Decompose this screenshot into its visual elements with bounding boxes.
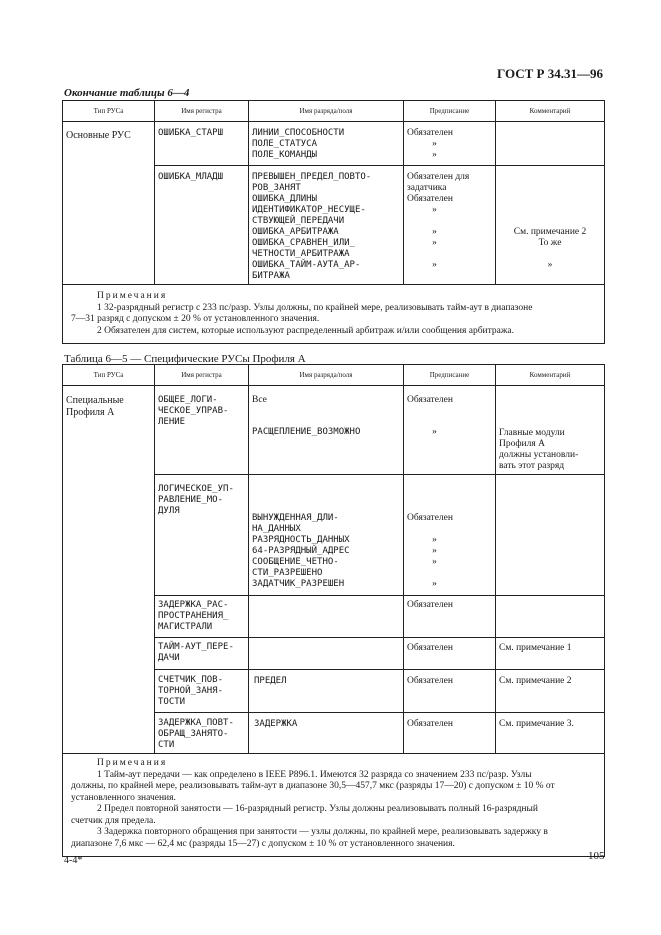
register-line: ОБРАЩ_ЗАНЯТО- — [158, 729, 229, 739]
table5-caption: Таблица 6—5 — Специфические РУСы Профиля А — [64, 353, 306, 365]
field-line: Все — [252, 395, 267, 405]
prescription-cell: Обязателен — [404, 596, 496, 638]
comment-line: вать этот разряд — [499, 461, 565, 471]
field-line: РАЗРЯДНОСТЬ_ДАННЫХ — [252, 535, 350, 545]
register-line: ДУЛЯ — [158, 506, 180, 516]
presc-line: » — [432, 260, 437, 270]
prescription-cell — [404, 122, 496, 166]
presc-line: Обязателен — [407, 395, 453, 405]
field-line: СТВУЮЩЕЙ_ПЕРЕДАЧИ — [252, 216, 345, 226]
presc-line — [407, 524, 462, 535]
notes-title: Примечания — [97, 758, 168, 768]
presc-line: » — [432, 427, 437, 437]
register-cell — [155, 638, 249, 670]
register-line: ТОСТИ — [158, 697, 186, 707]
presc-line: » — [432, 205, 437, 215]
presc-line — [407, 249, 462, 260]
fields-cell — [249, 122, 404, 166]
field-line: ВЫНУЖДЕННАЯ_ДЛИ- — [252, 513, 339, 523]
field-line: РОВ_ЗАНЯТ — [252, 183, 301, 193]
presc-line: задатчика — [407, 183, 447, 193]
fields-cell: ЗАДЕРЖКА — [249, 713, 404, 754]
prescription-cell — [404, 386, 496, 475]
register-line: ТАЙМ-АУТ_ПЕРЕ- — [158, 642, 234, 652]
presc-line — [407, 568, 462, 579]
presc-line: Обязателен — [407, 128, 453, 138]
table-6-5 — [62, 364, 605, 857]
comment-cell: См. примечание 2 — [496, 670, 605, 713]
field-line: 64-РАЗРЯДНЫЙ_АДРЕС — [252, 546, 350, 556]
comment-cell — [496, 166, 605, 285]
presc-line: » — [432, 557, 437, 567]
comment-cell — [496, 475, 605, 596]
register-line: СЧЕТЧИК_ПОВ- — [158, 675, 224, 685]
presc-line: Обязателен — [407, 194, 453, 204]
field-line: ОШИБКА_АРБИТРАЖА — [252, 227, 339, 237]
comment-line: должны установли- — [499, 450, 579, 460]
fields-cell — [249, 638, 404, 670]
comment-line — [499, 183, 601, 194]
col-header: Имя разряда/поля — [249, 365, 404, 386]
footer-left: 4-4* — [64, 855, 83, 866]
comment-line: См. примечание 2 — [513, 227, 587, 237]
col-header: Предписание — [404, 365, 496, 386]
type-line: Специальные — [66, 395, 124, 406]
col-header: Предписание — [404, 101, 496, 122]
presc-line — [407, 216, 462, 227]
comment-line: » — [547, 260, 553, 270]
standard-code: ГОСТ Р 34.31—96 — [497, 66, 603, 81]
field-line: ПОЛЕ_КОМАНДЫ — [252, 150, 318, 160]
table-6-4 — [62, 100, 605, 344]
note-line: 7—31 разряд с допуском ± 20 % от установленного значения. — [71, 314, 320, 324]
register-line: ЛОГИЧЕСКОЕ_УП- — [158, 484, 234, 494]
presc-line: » — [432, 139, 437, 149]
prescription-cell: Обязателен — [404, 670, 496, 713]
fields-cell — [249, 166, 404, 285]
comment-line — [499, 249, 601, 260]
note-line: диапазоне 7,6 мкс — 62,4 мс (разряды 15—27) с допуском ± 10 % от установленного значения. — [71, 838, 455, 849]
presc-line: » — [432, 150, 437, 160]
col-header: Имя разряда/поля — [249, 101, 404, 122]
table4-caption: Окончание таблицы 6—4 — [64, 87, 190, 99]
table5-notes — [63, 754, 605, 857]
presc-line: » — [432, 535, 437, 545]
field-line: ОШИБКА_СРАВНЕН_ИЛИ_ — [252, 238, 355, 248]
presc-line: Обязателен для — [407, 172, 470, 182]
register-cell — [155, 475, 249, 596]
field-line: ПРЕВЫШЕН_ПРЕДЕЛ_ПОВТО- — [252, 172, 372, 182]
field-line: СООБЩЕНИЕ_ЧЕТНО- — [252, 557, 339, 567]
note-line: 2 Предел повторной занятости — 16-разрядный регистр. Узлы должны реализовывать полный 16-разрядный — [97, 804, 538, 814]
register-line: ЗАДЕРЖКА_РАС- — [158, 600, 229, 610]
table4-notes — [63, 285, 605, 344]
note-line: установленного значения. — [71, 792, 176, 803]
field-line: НА_ДАННЫХ — [252, 524, 301, 534]
notes-title: Примечания — [97, 291, 168, 301]
type-cell — [63, 386, 155, 754]
type-cell: Основные РУС — [63, 122, 155, 285]
prescription-cell — [404, 475, 496, 596]
register-line: ЧЕСКОЕ_УПРАВ- — [158, 406, 229, 416]
register-line: ДАЧИ — [158, 653, 180, 663]
register-line: СТИ — [158, 740, 175, 750]
col-header: Комментарий — [496, 365, 605, 386]
comment-line — [499, 172, 601, 183]
fields-cell — [249, 386, 404, 475]
field-line: ИДЕНТИФИКАТОР_НЕСУЩЕ- — [252, 205, 366, 215]
prescription-cell — [404, 166, 496, 285]
field-line: ЛИНИИ_СПОСОБНОСТИ — [252, 128, 345, 138]
comment-line: Главные модули — [499, 428, 565, 438]
register-cell — [155, 596, 249, 638]
register-line: РАВЛЕНИЕ_МО- — [158, 495, 224, 505]
note-line: должны, по крайней мере, реализовывать тайм-аут в диапазоне 30,5—457,7 мкс (разряды 17—20) с допуском ± 10 % от — [71, 781, 555, 791]
note-line: 1 Тайм-аут передачи — как определено в IEEE P896.1. Имеются 32 разряда со значением 233 пс/разр. Узлы — [97, 769, 532, 780]
comment-line: Профиля А — [499, 439, 545, 449]
field-line: СТИ_РАЗРЕШЕНО — [252, 568, 323, 578]
field-line: ЗАДАТЧИК_РАЗРЕШЕН — [252, 579, 345, 589]
comment-cell — [496, 122, 605, 166]
field-line: ОШИБКА_ДЛИНЫ — [252, 194, 318, 204]
presc-line: » — [432, 579, 437, 589]
comment-cell — [496, 596, 605, 638]
register-cell — [155, 386, 249, 475]
col-header: Имя регистра — [155, 101, 249, 122]
comment-line — [499, 216, 601, 227]
presc-line: » — [432, 227, 437, 237]
comment-cell: См. примечание 3. — [496, 713, 605, 754]
register-cell: ОШИБКА_СТАРШ — [155, 122, 249, 166]
comment-cell — [496, 386, 605, 475]
register-line: ЗАДЕРЖКА_ПОВТ- — [158, 718, 234, 728]
presc-line: » — [432, 238, 437, 248]
comment-line — [499, 205, 601, 216]
register-cell — [155, 670, 249, 713]
col-header: Имя регистра — [155, 365, 249, 386]
register-line: ТОРНОЙ_ЗАНЯ- — [158, 686, 224, 696]
col-header: Тип РУСа — [63, 101, 155, 122]
comment-line: То же — [538, 238, 562, 248]
note-line: 1 32-разрядный регистр с 233 пс/разр. Узлы должны, по крайней мере, реализовывать тайм-аут в диапазоне — [97, 302, 533, 313]
register-cell — [155, 713, 249, 754]
fields-cell — [249, 475, 404, 596]
note-line: 3 Задержка повторного обращения при занятости — узлы должны, по крайней мере, реализовывать задержку в — [97, 827, 548, 837]
comment-line — [499, 194, 601, 205]
field-line: РАСЩЕПЛЕНИЕ_ВОЗМОЖНО — [252, 427, 361, 437]
fields-cell — [249, 596, 404, 638]
presc-line: Обязателен — [407, 513, 453, 523]
col-header: Тип РУСа — [63, 365, 155, 386]
register-line: ПРОСТРАНЕНИЯ_ — [158, 611, 229, 621]
field-line: БИТРАЖА — [252, 271, 290, 281]
register-line: МАГИСТРАЛИ — [158, 622, 213, 632]
register-line: ОБЩЕЕ_ЛОГИ- — [158, 395, 218, 405]
field-line: ОШИБКА_ТАЙМ-АУТА_АР- — [252, 260, 361, 270]
register-cell: ОШИБКА_МЛАДШ — [155, 166, 249, 285]
note-line: счетчик для предела. — [71, 815, 156, 826]
type-line: Профиля А — [66, 407, 115, 418]
comment-cell: См. примечание 1 — [496, 638, 605, 670]
note-line: 2 Обязателен для систем, которые используют распределенный арбитраж и/или сообщения арбитража. — [97, 325, 515, 336]
presc-line: » — [432, 546, 437, 556]
fields-cell: ПРЕДЕЛ — [249, 670, 404, 713]
register-line: ЛЕНИЕ — [158, 417, 186, 427]
field-line: ПОЛЕ_СТАТУСА — [252, 139, 318, 149]
col-header: Комментарий — [496, 101, 605, 122]
prescription-cell: Обязателен — [404, 713, 496, 754]
prescription-cell: Обязателен — [404, 638, 496, 670]
page-number: 105 — [588, 850, 605, 862]
field-line: ЧЕТНОСТИ_АРБИТРАЖА — [252, 249, 350, 259]
